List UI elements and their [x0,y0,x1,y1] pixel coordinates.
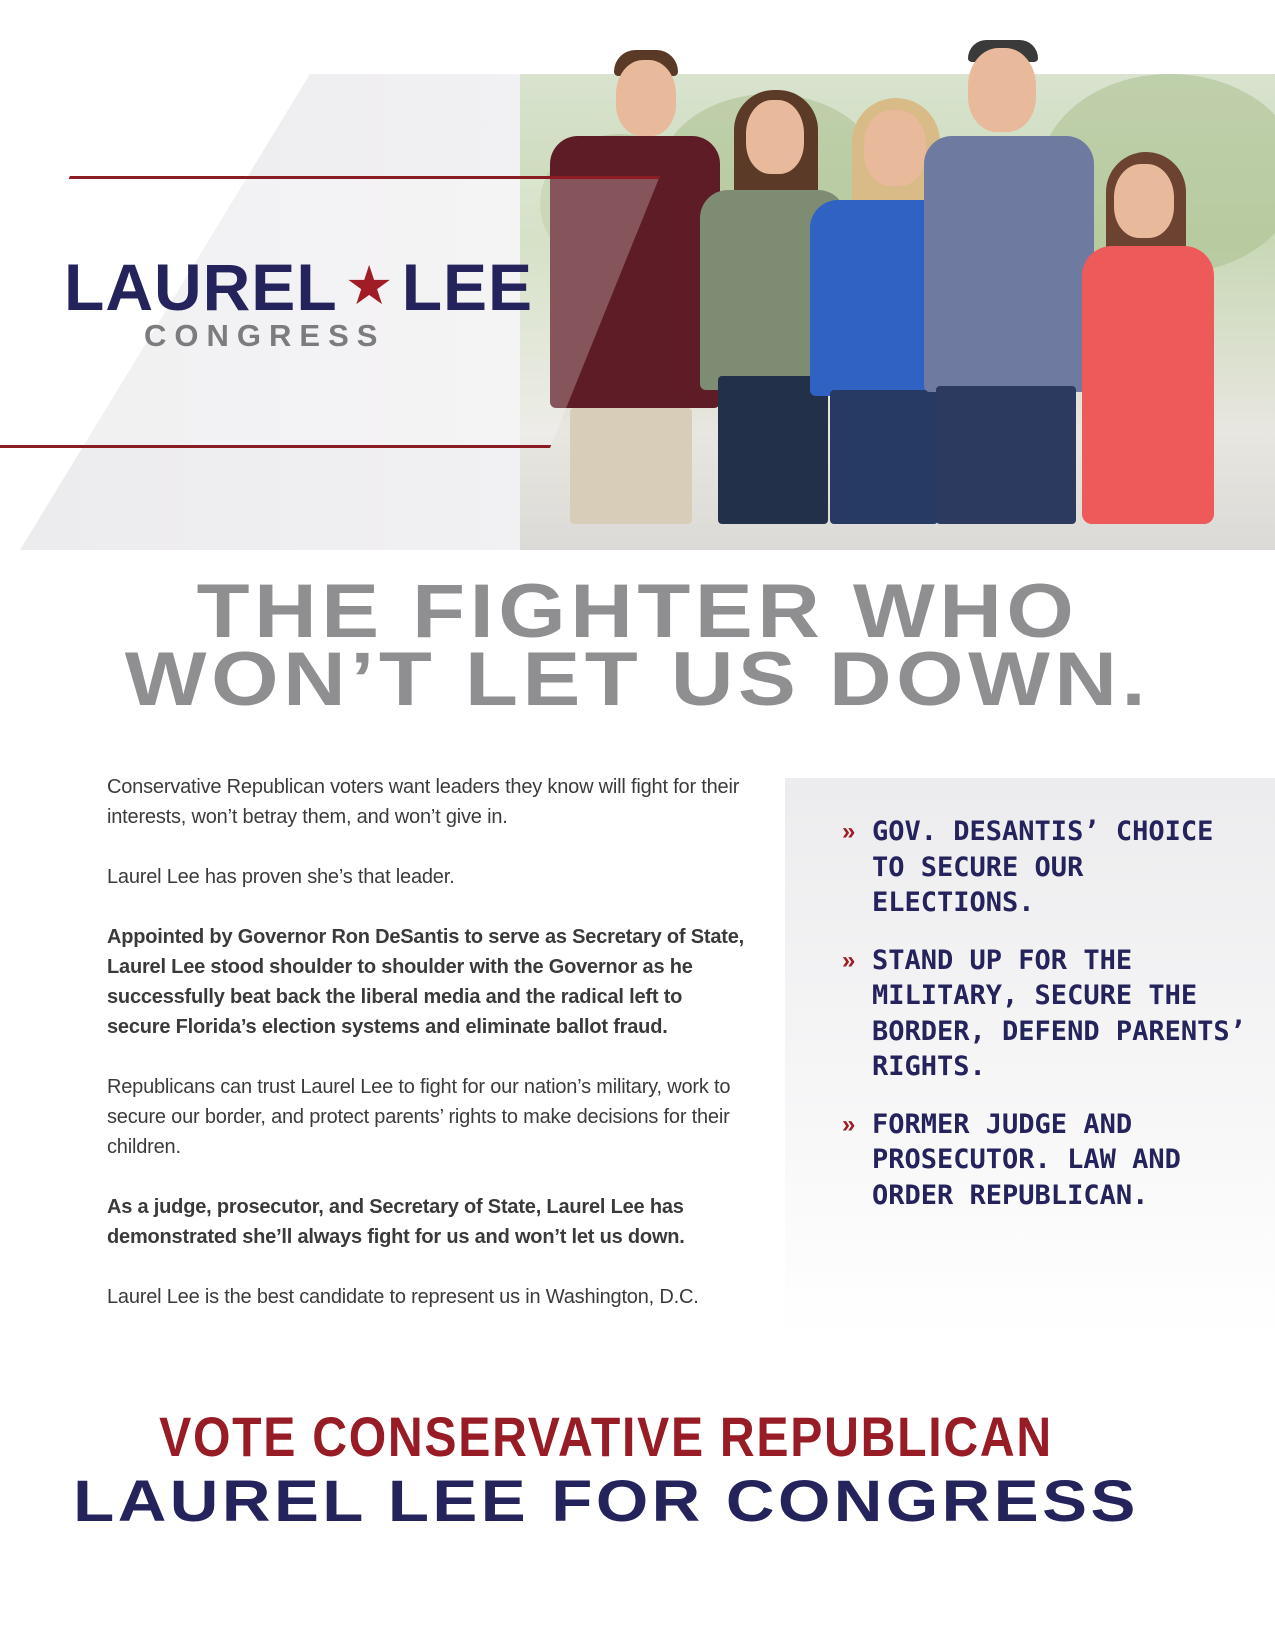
body-paragraph: Republicans can trust Laurel Lee to fight for our nation’s military, work to secure our border, and protect parents’ rights to make decisions for their children. [107,1076,731,1158]
chevron-right-icon: » [842,818,856,845]
logo-first-name: LAUREL [64,250,338,324]
chevron-right-icon: » [842,946,856,974]
headline [0,569,1275,722]
hero-banner [0,0,1275,560]
headline-line-2: WON’T LET US DOWN. [124,637,1151,722]
body-copy [107,772,747,1342]
body-paragraph: Laurel Lee is the best candidate to represent us in Washington, D.C. [107,1286,699,1308]
candidate-callout: LAUREL LEE FOR CONGRESS [73,1469,1139,1534]
person-daughter-younger [1080,40,1230,550]
list-item [842,1107,1262,1214]
body-paragraph: Laurel Lee has proven she’s that leader. [107,866,455,888]
headline-line-1: THE FIGHTER WHO [196,569,1079,654]
list-item [842,943,1262,1085]
highlights-list [842,814,1262,1235]
list-item [842,814,1262,921]
highlight-text: GOV. DESANTIS’ CHOICE TO SECURE OUR ELECTIONS. [872,816,1214,918]
body-paragraph-bold: Appointed by Governor Ron DeSantis to serve as Secretary of State, Laurel Lee stood shoulder to shoulder with the Governor as he successfully beat back the liberal media and the radical left to secure Florida’s election systems and eliminate ballot fraud. [107,926,744,1038]
body-paragraph-bold: As a judge, prosecutor, and Secretary of State, Laurel Lee has demonstrated she’ll always fight for us and won’t let us down. [107,1196,685,1248]
body-paragraph: Conservative Republican voters want leaders they know will fight for their interests, won’t betray them, and won’t give in. [107,776,740,828]
logo-last-name: LEE [401,250,534,324]
logo-wordmark [64,252,533,322]
highlight-text: FORMER JUDGE AND PROSECUTOR. LAW AND ORDER REPUBLICAN. [872,1108,1181,1211]
logo-subtitle: CONGRESS [144,318,386,353]
person-husband [920,40,1100,550]
highlight-text: STAND UP FOR THE MILITARY, SECURE THE BORDER, DEFEND PARENTS’ RIGHTS. [872,944,1246,1082]
chevron-right-icon: » [842,1110,856,1138]
family-photo [520,40,1275,550]
star-icon: ★ [347,260,392,313]
vote-callout: VOTE CONSERVATIVE REPUBLICAN [159,1405,1053,1468]
